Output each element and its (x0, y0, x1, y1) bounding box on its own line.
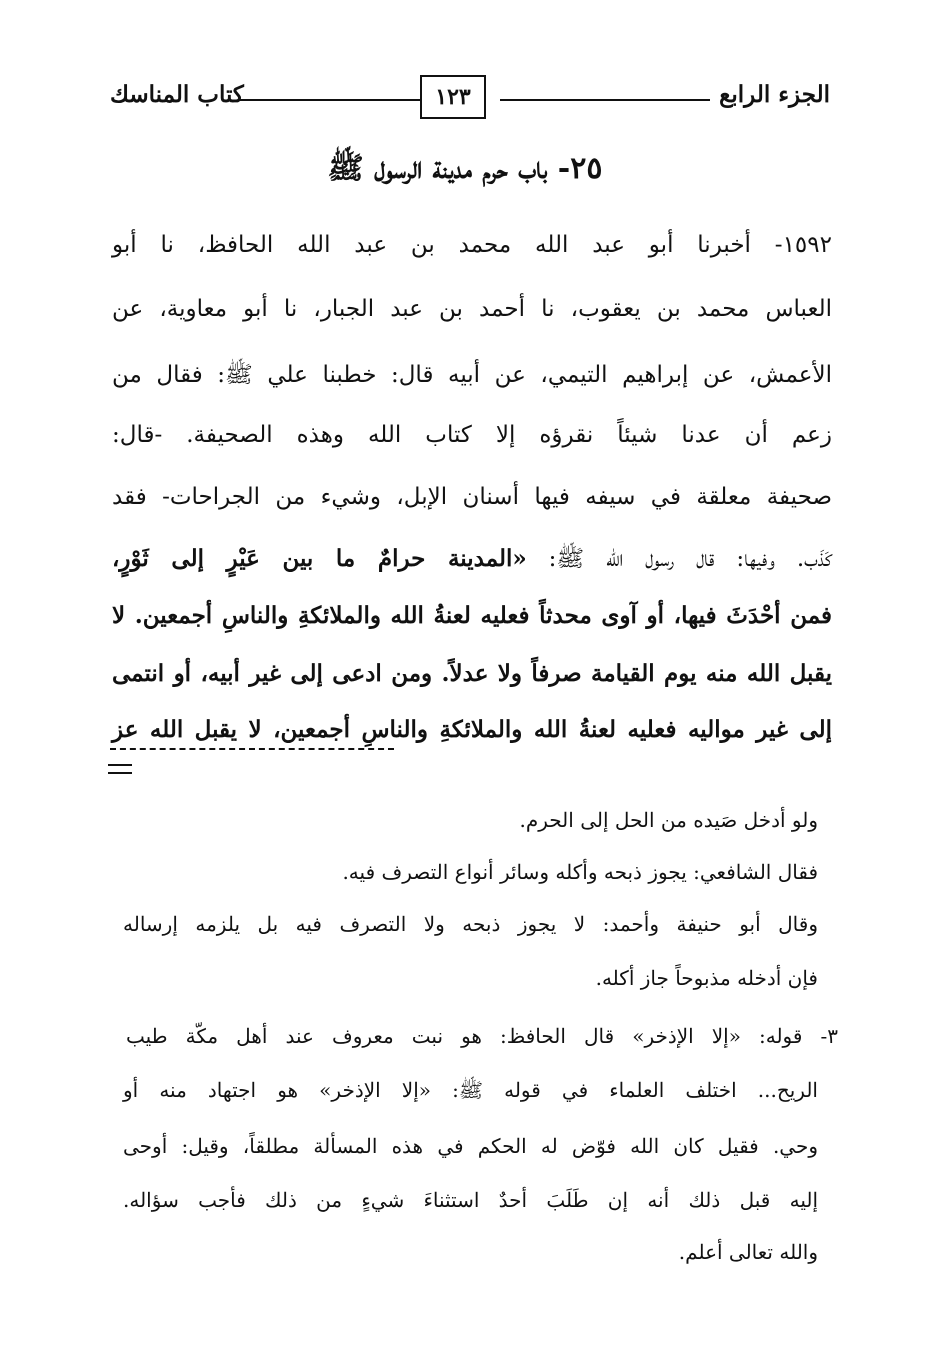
hadith-bold-line: إلى غير مواليه فعليه لعنةُ الله والملائكةِ والناسِ أجمعين، لا يقبل الله عز (112, 716, 832, 743)
continuation-mark (108, 764, 132, 774)
hadith-line: الأعمش، عن إبراهيم التيمي، عن أبيه قال: خطبنا علي ﷺ: فقال من (112, 362, 832, 388)
chapter-title: ٢٥- باب حرم مدينة الرسول ﷺ (327, 151, 603, 186)
footnote-line: وحي. فقيل كان الله فوّض له الحكم في هذه المسألة مطلقاً، وقيل: أوحى (123, 1134, 818, 1158)
page-number-box: ١٢٣ (420, 75, 486, 119)
hadith-line: العباس محمد بن يعقوب، نا أحمد بن عبد الجبار، نا أبو معاوية، عن (112, 296, 832, 322)
footnote-line: والله تعالى أعلم. (678, 1240, 818, 1264)
footnote-line: وقال أبو حنيفة وأحمد: لا يجوز ذبحه ولا التصرف فيه بل يلزمه إرساله (123, 912, 818, 936)
footnote-separator (110, 748, 394, 750)
hadith-line: صحيفة معلقة في سيفه فيها أسنان الإبل، وشيء من الجراحات- فقد (112, 484, 832, 510)
footnote-line: فقال الشافعي: يجوز ذبحه وأكله وسائر أنواع التصرف فيه. (342, 860, 818, 884)
header-rule-right (500, 99, 710, 101)
hadith-line: ١٥٩٢- أخبرنا أبو عبد الله محمد بن عبد الله الحافظ، نا أبو (112, 232, 832, 258)
book-label: كتاب المناسك (110, 81, 244, 108)
hadith-line: زعم أن عدنا شيئاً نقرؤه إلا كتاب الله وهذه الصحيفة. -قال: (112, 422, 832, 448)
header-rule-left (240, 99, 420, 101)
footnote-line: إليه قبل ذلك أنه إن طَلَبَ أحدٌ استثناءَ شيءٍ من ذلك فأجب سؤاله. (123, 1188, 818, 1212)
footnote-line: الريح... اختلف العلماء في قوله ﷺ: «إلا الإذخر» هو اجتهاد منه أو (123, 1078, 818, 1102)
volume-label: الجزء الرابع (719, 81, 830, 108)
hadith-bold-line: فمن أحْدَثَ فيها، أو آوى محدثاً فعليه لعنةُ الله والملائكةِ والناسِ أجمعين. لا (112, 602, 832, 629)
hadith-text-bold: «المدينة حرامٌ ما بين عَيْرٍ إلى ثَوْرٍ، (112, 545, 527, 572)
footnote-line: فإن أدخله مذبوحاً جاز أكله. (595, 966, 818, 990)
footnote-line: ولو أدخل صَيده من الحل إلى الحرم. (519, 808, 818, 832)
hadith-line (112, 544, 832, 578)
running-header (110, 75, 830, 125)
hadith-bold-line: يقبل الله منه يوم القيامة صرفاً ولا عدلاً. ومن ادعى إلى غير أبيه، أو انتمى (112, 660, 832, 687)
footnote-line: ٣- قوله: «إلا الإذخر» قال الحافظ: هو نبت معروف عند أهل مكّة طيب (126, 1024, 838, 1048)
hadith-text-plain: كَذَب. وفيها: قال رسول الله ﷺ: (526, 546, 832, 572)
